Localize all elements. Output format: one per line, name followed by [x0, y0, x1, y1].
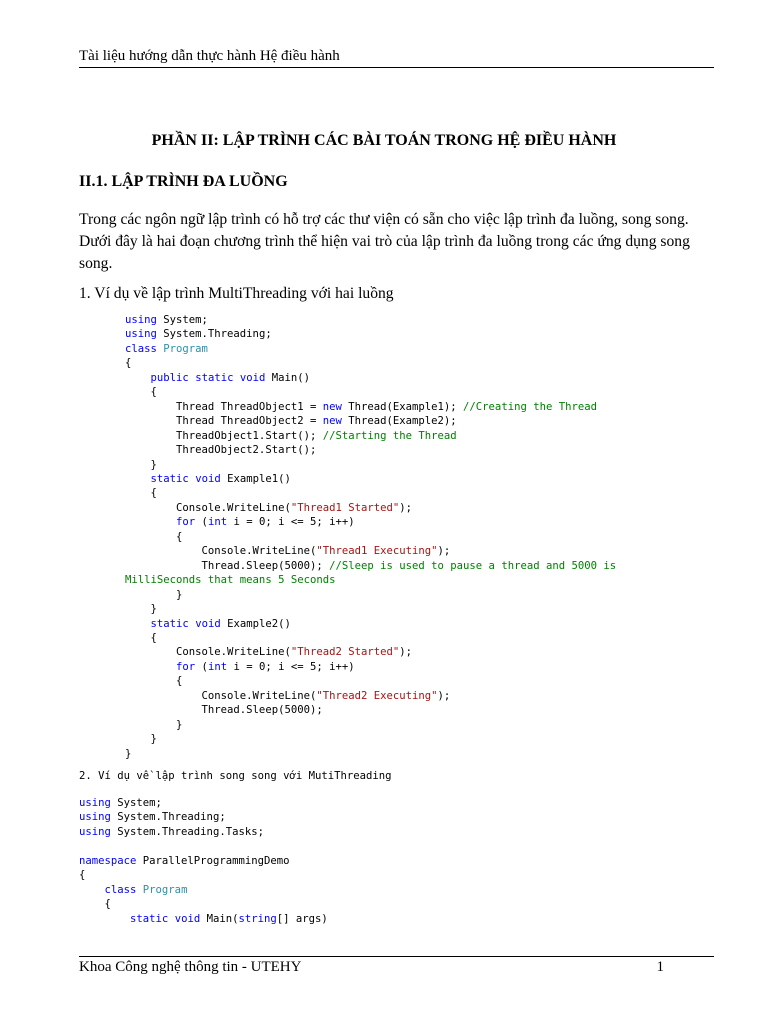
code-token: );	[399, 646, 413, 659]
code-token: using	[79, 811, 111, 824]
section-heading: II.1. LẬP TRÌNH ĐA LUỒNG	[79, 173, 288, 190]
code-line	[79, 869, 85, 881]
intro-paragraph: Trong các ngôn ngữ lập trình có hỗ trợ các thư viện có sẵn cho việc lập trình đa luồng, song song. Dưới đây là hai đoạn chương trình thể hiện vai trò của lập trình đa luồng trong các ứng dụng song song.	[79, 211, 690, 272]
code-token: for	[176, 516, 196, 529]
code-token: Thread ThreadObject1 =	[125, 400, 323, 413]
code-token: );	[399, 501, 413, 514]
code-token: static	[130, 912, 169, 925]
code-token: }	[125, 718, 183, 731]
code-token: Program	[163, 342, 208, 355]
code-token: //Starting the Thread	[322, 429, 457, 442]
code-line	[79, 898, 111, 910]
code-token: Thread(Example2);	[341, 415, 457, 428]
code-line	[125, 343, 208, 355]
code-token: }	[125, 458, 157, 471]
code-token: "Thread1 Started"	[290, 501, 400, 514]
code-token: System.Threading;	[156, 328, 272, 341]
code-token	[125, 516, 176, 528]
code-token: Thread.Sleep(5000);	[125, 704, 323, 717]
code-line	[125, 545, 450, 557]
code-line	[125, 748, 131, 760]
code-token: Example2()	[220, 617, 291, 630]
code-line	[125, 675, 182, 687]
code-token	[79, 884, 105, 896]
code-line	[125, 487, 157, 499]
code-token: );	[437, 689, 451, 702]
code-token: new	[322, 400, 342, 413]
code-line	[79, 855, 289, 867]
code-line	[125, 473, 291, 485]
code-token: Main(	[200, 912, 239, 925]
code-line	[79, 884, 187, 896]
code-line	[79, 811, 226, 823]
code-token: (	[195, 660, 208, 673]
code-line	[125, 733, 157, 745]
code-token: Thread(Example1);	[341, 400, 464, 413]
code-token: [] args)	[276, 912, 328, 925]
code-token: }	[125, 603, 157, 616]
code-token	[125, 661, 176, 673]
code-token: Thread ThreadObject2 =	[125, 415, 323, 428]
code-token: }	[125, 747, 132, 760]
code-line	[125, 372, 310, 384]
code-token: namespace	[79, 854, 137, 867]
code-line	[125, 690, 450, 702]
code-token: Example1()	[220, 472, 291, 485]
code-token: "Thread1 Executing"	[316, 545, 438, 558]
code-token: Console.WriteLine(	[125, 646, 291, 659]
code-token: //Sleep is used to pause a thread and 5000 is	[329, 559, 617, 572]
code-token: Thread.Sleep(5000);	[125, 559, 330, 572]
header-rule	[79, 67, 714, 68]
code-line	[125, 386, 157, 398]
code-token: {	[79, 898, 111, 911]
code-line	[125, 415, 457, 427]
code-line	[125, 632, 157, 644]
code-line	[125, 589, 182, 601]
code-token: {	[125, 530, 183, 543]
code-line	[125, 502, 412, 514]
page-number: 1	[656, 959, 664, 975]
code-token: static	[195, 371, 234, 384]
code-line	[125, 719, 182, 731]
code-line	[125, 531, 182, 543]
code-line	[125, 328, 272, 340]
code-token: {	[125, 487, 157, 500]
code-token: static	[150, 617, 189, 630]
page-header: Tài liệu hướng dẫn thực hành Hệ điều hành	[79, 48, 340, 64]
code-token: Main()	[265, 371, 311, 384]
footer-rule	[79, 956, 714, 957]
code-line	[79, 913, 328, 925]
code-token: );	[437, 545, 451, 558]
code-token	[125, 372, 151, 384]
code-token: class	[104, 883, 137, 896]
code-token: ThreadObject2.Start();	[125, 444, 317, 457]
code-token: void	[195, 472, 221, 485]
code-token: int	[207, 660, 228, 673]
code-token: using	[79, 825, 111, 838]
code-token: {	[125, 675, 183, 688]
code-token: class	[125, 342, 157, 355]
code-line	[125, 603, 157, 615]
code-line	[125, 459, 157, 471]
code-token: i = 0; i <= 5; i++)	[227, 516, 355, 529]
code-token: MilliSeconds that means 5 Seconds	[125, 574, 336, 587]
code-token: using	[125, 328, 157, 341]
code-block-parallel	[79, 796, 328, 926]
code-token: Console.WriteLine(	[125, 689, 317, 702]
code-token: }	[125, 588, 183, 601]
code-token	[79, 913, 130, 925]
code-line	[125, 574, 335, 586]
code-token: i = 0; i <= 5; i++)	[227, 660, 355, 673]
code-token: string	[238, 912, 277, 925]
code-token: void	[195, 617, 221, 630]
code-token: {	[125, 357, 132, 370]
code-token: ParallelProgrammingDemo	[136, 854, 290, 867]
code-token: {	[79, 869, 86, 882]
code-token: System;	[110, 797, 162, 809]
code-token: for	[176, 660, 196, 673]
code-line	[79, 797, 162, 809]
code-token: Program	[142, 883, 188, 896]
code-line	[125, 661, 355, 673]
code-token: Console.WriteLine(	[125, 501, 291, 514]
code-token: void	[239, 371, 266, 384]
code-token: {	[125, 386, 157, 399]
example-1-heading: 1. Ví dụ về lập trình MultiThreading với hai luồng	[79, 285, 394, 302]
code-line	[125, 516, 355, 528]
code-token: //Creating the Thread	[463, 400, 597, 413]
code-token	[125, 473, 151, 485]
code-line	[125, 704, 323, 716]
example-2-heading: 2. Ví dụ về lập trình song song với MutiThreading	[79, 770, 392, 782]
code-line	[125, 560, 616, 572]
code-token: public	[150, 371, 189, 384]
footer-department: Khoa Công nghệ thông tin - UTEHY	[79, 959, 302, 975]
code-line	[125, 430, 457, 442]
code-token: Console.WriteLine(	[125, 545, 317, 558]
code-block-multithreading	[125, 313, 616, 761]
code-token: "Thread2 Started"	[290, 646, 400, 659]
code-token: int	[207, 516, 228, 529]
code-token: System;	[156, 314, 208, 326]
code-token	[125, 618, 151, 630]
code-token: void	[174, 912, 201, 925]
code-line	[125, 618, 291, 630]
code-line	[125, 314, 208, 326]
code-token: new	[322, 415, 342, 428]
code-line	[125, 646, 412, 658]
code-line	[79, 826, 264, 838]
code-token: using	[125, 314, 157, 326]
code-token: }	[125, 733, 157, 746]
code-token: using	[79, 797, 111, 809]
code-line	[125, 357, 131, 369]
code-token: ThreadObject1.Start();	[125, 429, 323, 442]
code-line	[125, 444, 316, 456]
code-token: "Thread2 Executing"	[316, 689, 438, 702]
code-token: {	[125, 631, 157, 644]
code-token: static	[150, 472, 189, 485]
code-token: System.Threading;	[110, 811, 226, 824]
code-line	[125, 401, 597, 413]
code-token: (	[195, 516, 208, 529]
part-title: PHẦN II: LẬP TRÌNH CÁC BÀI TOÁN TRONG HỆ ĐIỀU HÀNH	[151, 132, 617, 149]
code-token: System.Threading.Tasks;	[110, 825, 264, 838]
